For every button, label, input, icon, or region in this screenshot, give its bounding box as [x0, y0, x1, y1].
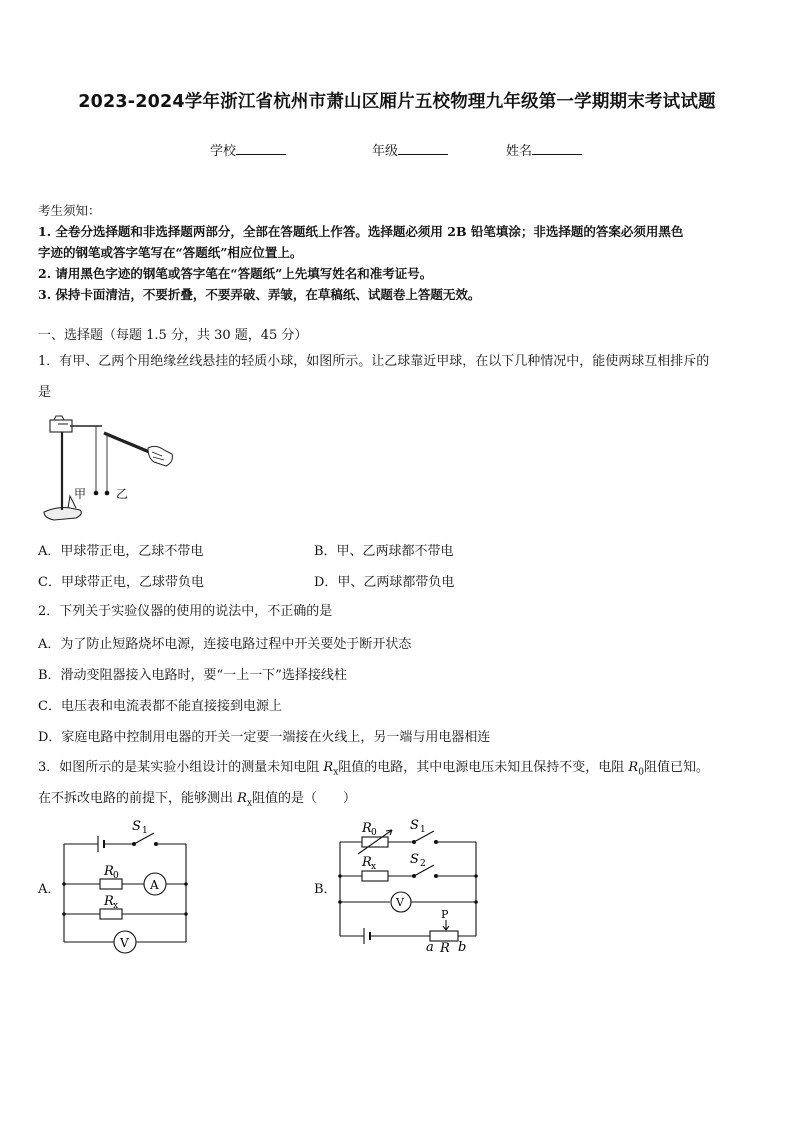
q1-option-b[interactable]: B．甲、乙两球都不带电	[314, 544, 454, 559]
q2-option-d[interactable]: D．家庭电路中控制用电器的开关一定要一端接在火线上，另一端与用电器相连	[38, 730, 491, 745]
svg-text:x: x	[113, 901, 119, 911]
label-jia: 甲	[74, 487, 87, 501]
notice-item-1: 1. 全卷分选择题和非选择题两部分，全部在答题纸上作答。选择题必须用 2B 铅笔填涂；非选择题的答案必须用黑色	[38, 224, 684, 239]
svg-text:2: 2	[420, 859, 426, 869]
notice-item-3: 3. 保持卡面清洁，不要折叠，不要弄破、弄皱，在草稿纸、试题卷上答题无效。	[38, 287, 481, 302]
label-yi: 乙	[116, 487, 129, 501]
ball-yi	[105, 491, 110, 496]
insulating-rod	[104, 433, 154, 454]
notice-item-2: 2. 请用黑色字迹的钢笔或答字笔在“答题纸”上先填写姓名和准考证号。	[38, 266, 433, 281]
voltmeter-label: V	[396, 896, 404, 909]
rheostat	[430, 931, 458, 941]
q1-stem-cont: 是	[38, 385, 52, 400]
section-heading: 一、选择题（每题 1.5 分，共 30 题，45 分）	[38, 328, 308, 343]
q1-option-d[interactable]: D．甲、乙两球都带负电	[314, 575, 455, 590]
svg-text:S: S	[410, 852, 419, 867]
end-b-label: b	[458, 940, 467, 955]
svg-text:0: 0	[113, 871, 119, 881]
grade-blank[interactable]	[398, 142, 448, 155]
q2-option-c[interactable]: C．电压表和电流表都不能直接接到电源上	[38, 699, 282, 714]
q2-option-a[interactable]: A．为了防止短路烧坏电源，连接电路过程中开关要处于断开状态	[38, 637, 412, 652]
grade-field: 年级	[372, 140, 448, 159]
q2-stem: 2．下列关于实验仪器的使用的说法中，不正确的是	[38, 604, 333, 619]
ball-jia	[94, 491, 99, 496]
end-a-label: a	[426, 940, 434, 955]
svg-text:S: S	[132, 819, 141, 834]
svg-text:R: R	[104, 894, 114, 909]
svg-text:R: R	[104, 864, 114, 879]
notice-heading: 考生须知：	[38, 203, 101, 218]
hand	[148, 446, 172, 466]
name-blank[interactable]	[532, 142, 582, 155]
circuit-a	[62, 818, 190, 954]
q1-stem: 1．有甲、乙两个用绝缘丝线悬挂的轻质小球，如图所示。让乙球靠近甲球，在以下几种情况中，能使两球互相排斥的	[38, 354, 710, 369]
page-title: 2023-2024学年浙江省杭州市萧山区厢片五校物理九年级第一学期期末考试试题	[78, 92, 716, 112]
q1-option-c[interactable]: C．甲球带正电，乙球带负电	[38, 575, 204, 590]
name-field: 姓名	[506, 140, 582, 159]
ammeter-label: A	[150, 878, 159, 892]
q2-option-b[interactable]: B．滑动变阻器接入电路时，要“一上一下”选择接线柱	[38, 668, 347, 683]
q3-stem: 3．如图所示的是某实验小组设计的测量未知电阻 $R_x$阻值的电路，其中电源电压未知且保持不变，电阻 $R_0$阻值已知。	[38, 760, 709, 778]
svg-text:1: 1	[420, 825, 426, 835]
notice-item-1-cont: 字迹的钢笔或答字笔写在“答题纸”相应位置上。	[38, 245, 303, 260]
school-field: 学校	[210, 140, 286, 159]
q3-stem-cont: 在不拆改电路的前提下，能够测出 $R_x$阻值的是（ ）	[38, 791, 357, 809]
svg-text:1: 1	[142, 826, 148, 836]
slider-label: P	[441, 908, 449, 921]
svg-text:x: x	[371, 862, 377, 872]
svg-text:R: R	[362, 855, 372, 870]
circuit-b	[338, 816, 480, 956]
svg-text:0: 0	[371, 828, 377, 838]
svg-text:R: R	[362, 821, 372, 836]
q1-figure	[40, 414, 180, 526]
resistor-rx	[100, 909, 122, 919]
resistor-rx	[362, 871, 388, 881]
rheostat-label: R	[440, 941, 450, 956]
svg-text:S: S	[410, 818, 419, 833]
voltmeter-label: V	[120, 936, 129, 950]
q3-option-a[interactable]: A．	[38, 882, 61, 897]
q3-option-b[interactable]: B．	[314, 882, 337, 897]
q1-option-a[interactable]: A．甲球带正电，乙球不带电	[38, 544, 204, 559]
school-blank[interactable]	[236, 142, 286, 155]
